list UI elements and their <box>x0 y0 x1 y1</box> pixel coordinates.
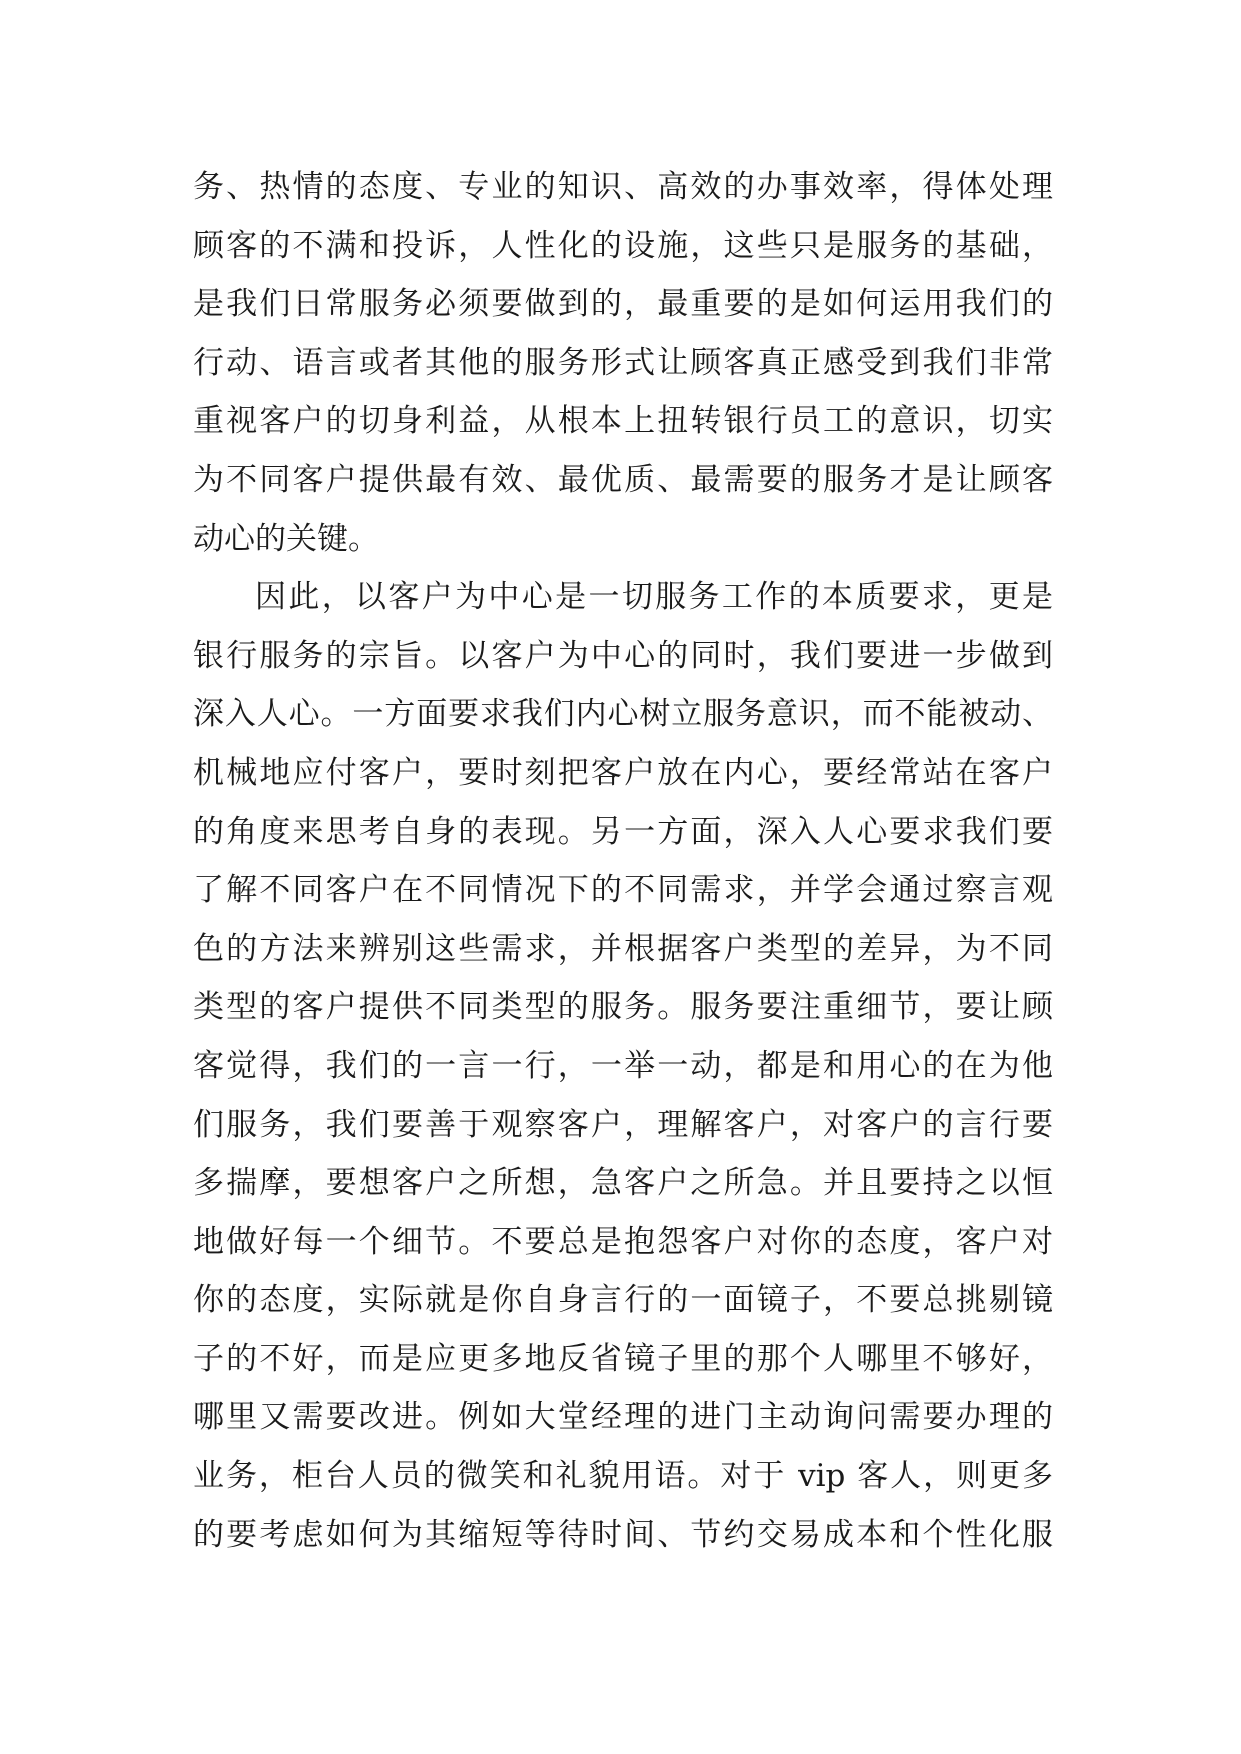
text-line: 子的不好，而是应更多地反省镜子里的那个人哪里不够好， <box>193 1340 1053 1377</box>
text-line: 是我们日常服务必须要做到的，最重要的是如何运用我们的 <box>193 286 1053 323</box>
text-line: 顾客的不满和投诉，人性化的设施，这些只是服务的基础， <box>193 227 1053 264</box>
text-line: 务、热情的态度、专业的知识、高效的办事效率，得体处理 <box>193 169 1053 205</box>
text-line: 你的态度，实际就是你自身言行的一面镜子，不要总挑剔镜 <box>193 1282 1053 1319</box>
body-text <box>193 158 1053 1564</box>
text-line: 地做好每一个细节。不要总是抱怨客户对你的态度，客户对 <box>193 1223 1053 1260</box>
text-line: 多揣摩，要想客户之所想，急客户之所急。并且要持之以恒 <box>193 1165 1053 1202</box>
text-line: 重视客户的切身利益，从根本上扭转银行员工的意识，切实 <box>193 403 1053 440</box>
text-line: 深入人心。一方面要求我们内心树立服务意识，而不能被动、 <box>193 696 1053 733</box>
text-line: 们服务，我们要善于观察客户，理解客户，对客户的言行要 <box>193 1106 1053 1143</box>
text-line: 业务，柜台人员的微笑和礼貌用语。对于 vip 客人，则更多 <box>193 1458 1053 1495</box>
text-line: 的要考虑如何为其缩短等待时间、节约交易成本和个性化服 <box>193 1516 1053 1553</box>
text-line: 银行服务的宗旨。以客户为中心的同时，我们要进一步做到 <box>193 637 1053 674</box>
text-line: 哪里又需要改进。例如大堂经理的进门主动询问需要办理的 <box>193 1399 1053 1436</box>
text-line: 机械地应付客户，要时刻把客户放在内心，要经常站在客户 <box>193 754 1053 791</box>
text-line: 为不同客户提供最有效、最优质、最需要的服务才是让顾客 <box>193 461 1053 498</box>
text-line: 色的方法来辨别这些需求，并根据客户类型的差异，为不同 <box>193 930 1053 967</box>
text-line: 因此，以客户为中心是一切服务工作的本质要求，更是 <box>255 579 1053 616</box>
text-line: 的角度来思考自身的表现。另一方面，深入人心要求我们要 <box>193 813 1053 850</box>
text-line: 行动、语言或者其他的服务形式让顾客真正感受到我们非常 <box>193 344 1053 381</box>
text-line: 动心的关键。 <box>193 520 379 557</box>
text-line: 客觉得，我们的一言一行，一举一动，都是和用心的在为他 <box>193 1047 1053 1084</box>
text-line: 类型的客户提供不同类型的服务。服务要注重细节，要让顾 <box>193 989 1053 1026</box>
text-line: 了解不同客户在不同情况下的不同需求，并学会通过察言观 <box>193 872 1053 909</box>
